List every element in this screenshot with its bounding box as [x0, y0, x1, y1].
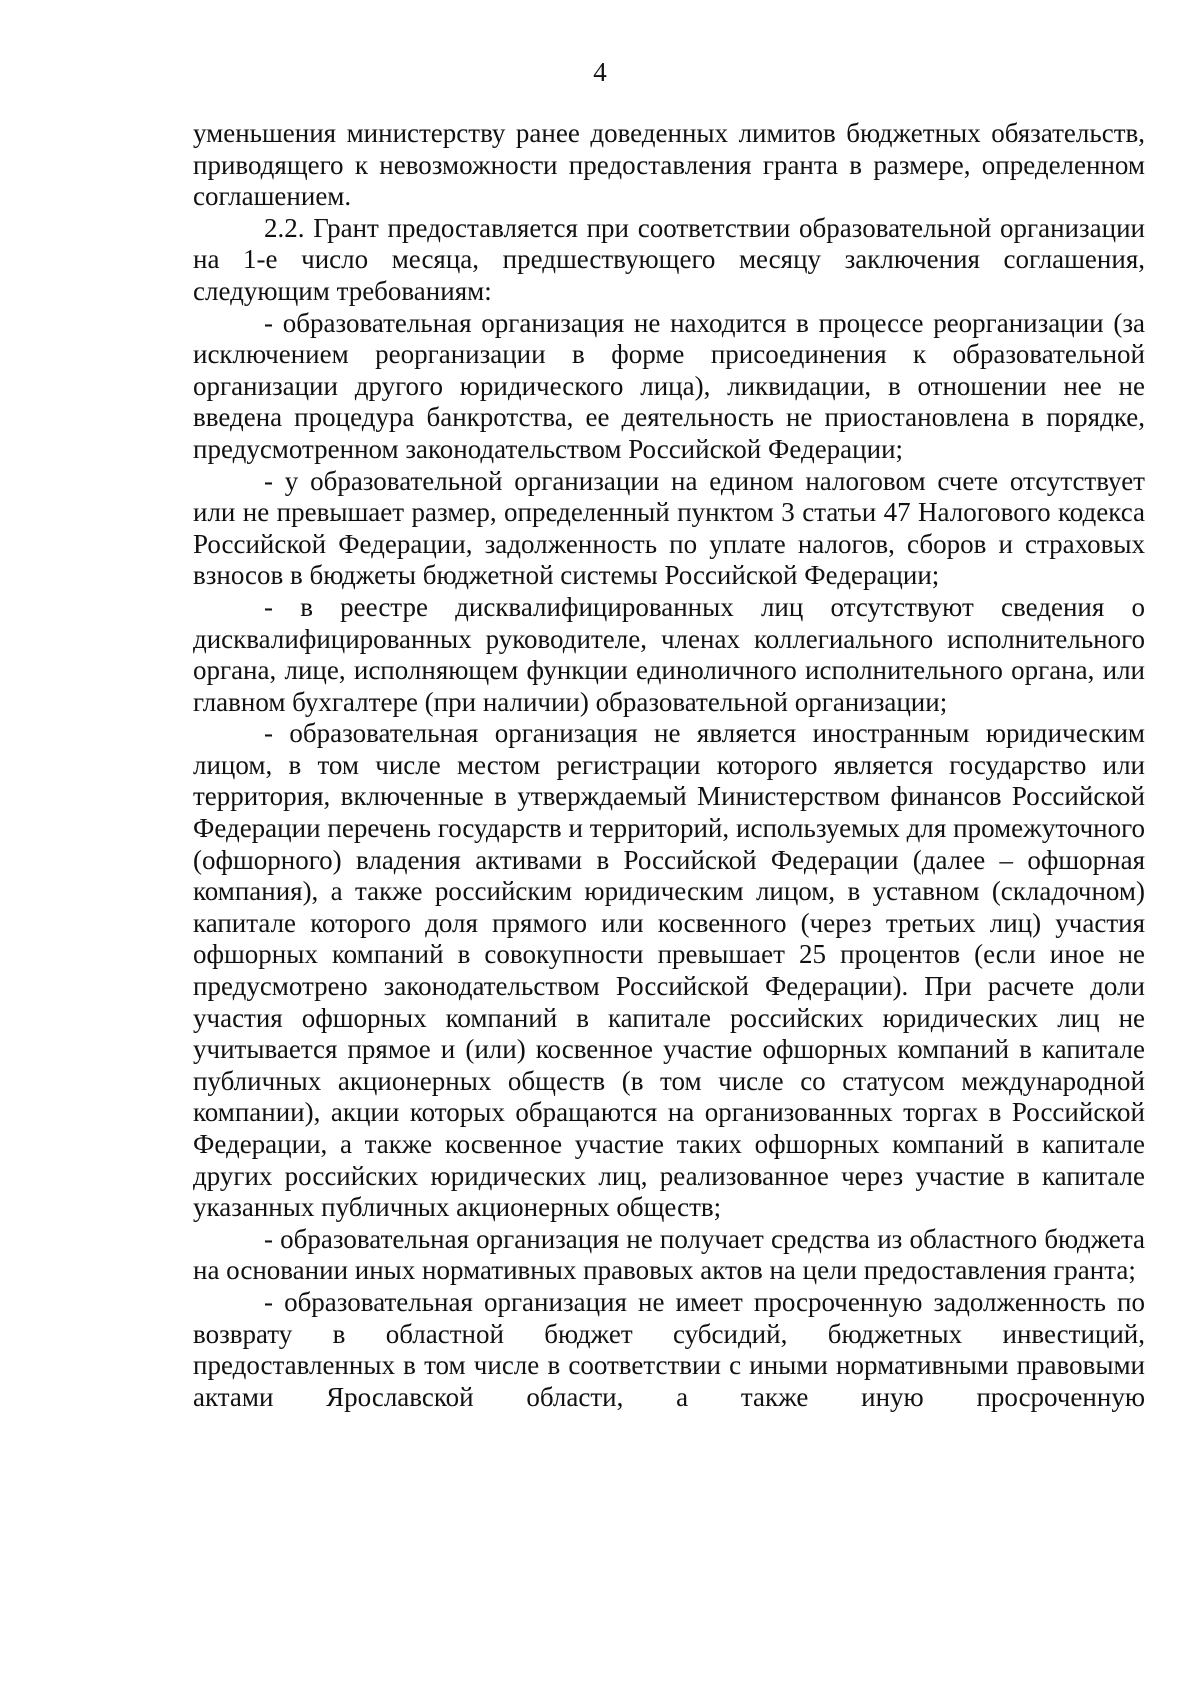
paragraph-requirement-disqualified: - в реестре дисквалифицированных лиц отсутствуют сведения о дисквалифицированных руководителе, членах коллегиального исполнительного органа, лице, исполняющем функции единоличного исполнительного органа, или главном бухгалтере (при наличии) образовательной организации; [193, 591, 1145, 717]
paragraph-requirement-offshore: - образовательная организация не является иностранным юридическим лицом, в том числе местом регистрации которого является государство или территория, включенные в утверждаемый Министерством финансов Российской Федерации перечень государств и территорий, используемых для промежуточного (офшорного) владения активами в Российской Федерации (далее – офшорная компания), а также российским юридическим лицом, в уставном (складочном) капитале которого доля прямого или косвенного (через третьих лиц) участия офшорных компаний в совокупности превышает 25 процентов (если иное не предусмотрено законодательством Российской Федерации). При расчете доли участия офшорных компаний в капитале российских юридических лиц не учитывается прямое и (или) косвенное участие офшорных компаний в капитале публичных акционерных обществ (в том числе со статусом международной компании), акции которых обращаются на организованных торгах в Российской Федерации, а также косвенное участие таких офшорных компаний в капитале других российских юридических лиц, реализованное через участие в капитале указанных публичных акционерных обществ; [193, 718, 1145, 1223]
paragraph-requirement-overdue-debt: - образовательная организация не имеет просроченную задолженность по возврату в областной бюджет субсидий, бюджетных инвестиций, предоставленных в том числе в соответствии с иными нормативными правовыми актами Ярославской области, а также иную просроченную [193, 1286, 1145, 1412]
paragraph-requirement-no-other-funds: - образовательная организация не получает средства из областного бюджета на основании иных нормативных правовых актов на цели предоставления гранта; [193, 1223, 1145, 1286]
document-body [193, 118, 1145, 1413]
page-number: 4 [593, 57, 607, 87]
paragraph-requirement-tax-debt: - у образовательной организации на едином налоговом счете отсутствует или не превышает размер, определенный пунктом 3 статьи 47 Налогового кодекса Российской Федерации, задолженность по уплате налогов, сборов и страховых взносов в бюджеты бюджетной системы Российской Федерации; [193, 465, 1145, 591]
paragraph-continuation: уменьшения министерству ранее доведенных лимитов бюджетных обязательств, приводящего к невозможности предоставления гранта в размере, определенном соглашением. [193, 118, 1145, 212]
paragraph-requirement-reorganization: - образовательная организация не находится в процессе реорганизации (за исключением реорганизации в форме присоединения к образовательной организации другого юридического лица), ликвидации, в отношении нее не введена процедура банкротства, ее деятельность не приостановлена в порядке, предусмотренном законодательством Российской Федерации; [193, 307, 1145, 464]
paragraph-clause-2-2: 2.2. Грант предоставляется при соответствии образовательной организации на 1-е число месяца, предшествующего месяцу заключения соглашения, следующим требованиям: [193, 212, 1145, 306]
